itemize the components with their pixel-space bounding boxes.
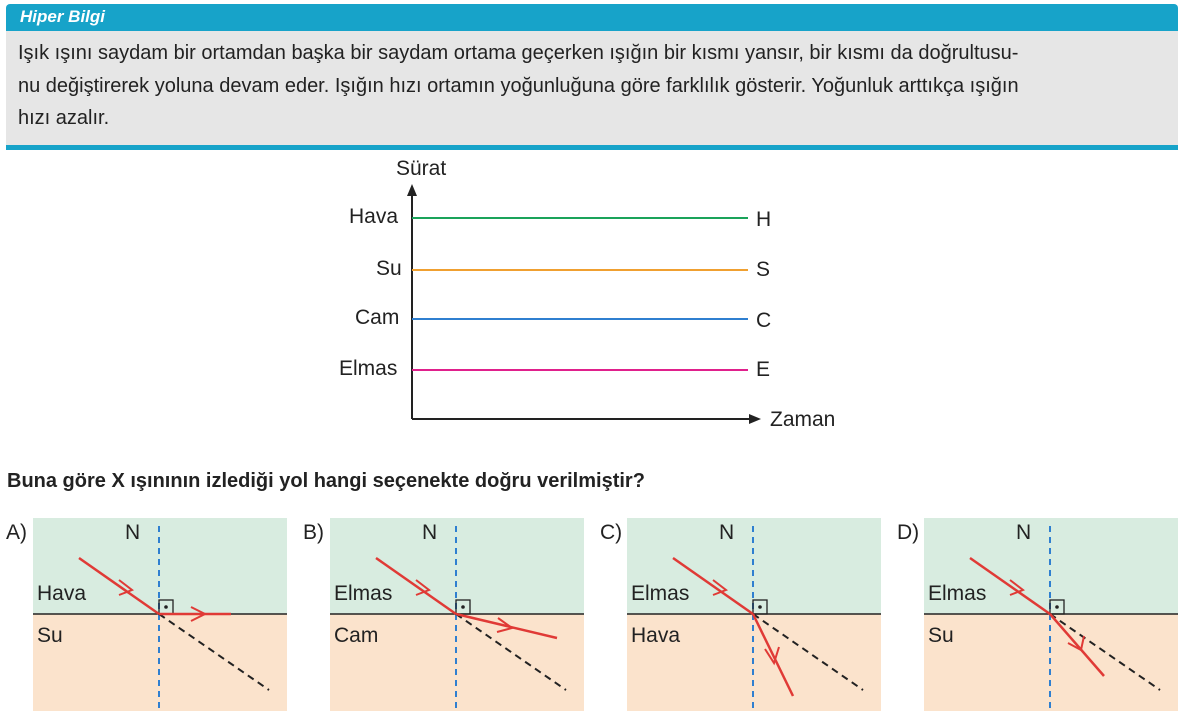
normal-label: N [422,521,438,544]
info-header-bar [6,4,1178,31]
normal-label: N [719,521,735,544]
x-axis-label: Zaman [770,408,836,431]
medium-label-cam: Cam [355,306,400,329]
bottom-medium-label: Hava [631,624,681,647]
normal-label: N [125,521,141,544]
graph-canvas [330,154,860,444]
option-d[interactable] [897,518,1182,715]
info-line: Işık ışını saydam bir ortamdan başka bir saydam ortama geçerken ışığın bir kısmı yansır, bir kısmı da doğrultusu- [18,42,1019,64]
line-tag-e: E [756,358,771,381]
medium-label-su: Su [376,257,402,280]
medium-label-elmas: Elmas [339,357,398,380]
option-a[interactable] [6,518,296,715]
line-tag-h: H [756,208,772,231]
x-axis-arrow [749,414,761,424]
right-angle-dot [164,605,168,609]
speed-time-graph [330,154,860,444]
top-medium-label: Hava [37,582,87,605]
info-line: nu değiştirerek yoluna devam eder. Işığın hızı ortamın yoğunluğuna göre farklılık gösterir. Yoğunluk arttıkça ışığın [18,74,1019,97]
top-medium-label: Elmas [928,582,987,605]
option-letter: B) [303,521,324,544]
line-tag-s: S [756,258,771,281]
y-axis-label: Sürat [396,157,447,180]
info-body [6,31,1178,150]
option-diagram [924,518,1178,711]
line-tag-c: C [756,309,772,332]
info-line: hızı azalır. [18,107,110,129]
right-angle-dot [758,605,762,609]
refraction-diagram-d [924,518,1178,711]
option-diagram [33,518,287,711]
bottom-medium-label: Su [37,624,63,647]
option-letter: C) [600,521,623,544]
info-title: Hiper Bilgi [20,7,106,26]
info-box [6,4,1178,146]
option-c[interactable] [600,518,890,715]
refraction-diagram-b [330,518,584,711]
top-medium-label: Elmas [631,582,690,605]
option-letter: D) [897,521,920,544]
refraction-diagram-a [33,518,287,711]
question-text: Buna göre X ışınının izlediği yol hangi seçenekte doğru verilmiştir? [7,470,645,492]
bottom-medium-label: Cam [334,624,379,647]
option-letter: A) [6,521,27,544]
right-angle-dot [461,605,465,609]
normal-label: N [1016,521,1032,544]
option-diagram [627,518,881,711]
medium-label-hava: Hava [349,205,399,228]
option-diagram [330,518,584,711]
info-text [18,37,1168,135]
refraction-diagram-c [627,518,881,711]
right-angle-dot [1055,605,1059,609]
bottom-medium-label: Su [928,624,954,647]
y-axis-arrow [407,184,417,196]
option-b[interactable] [303,518,593,715]
top-medium-label: Elmas [334,582,393,605]
